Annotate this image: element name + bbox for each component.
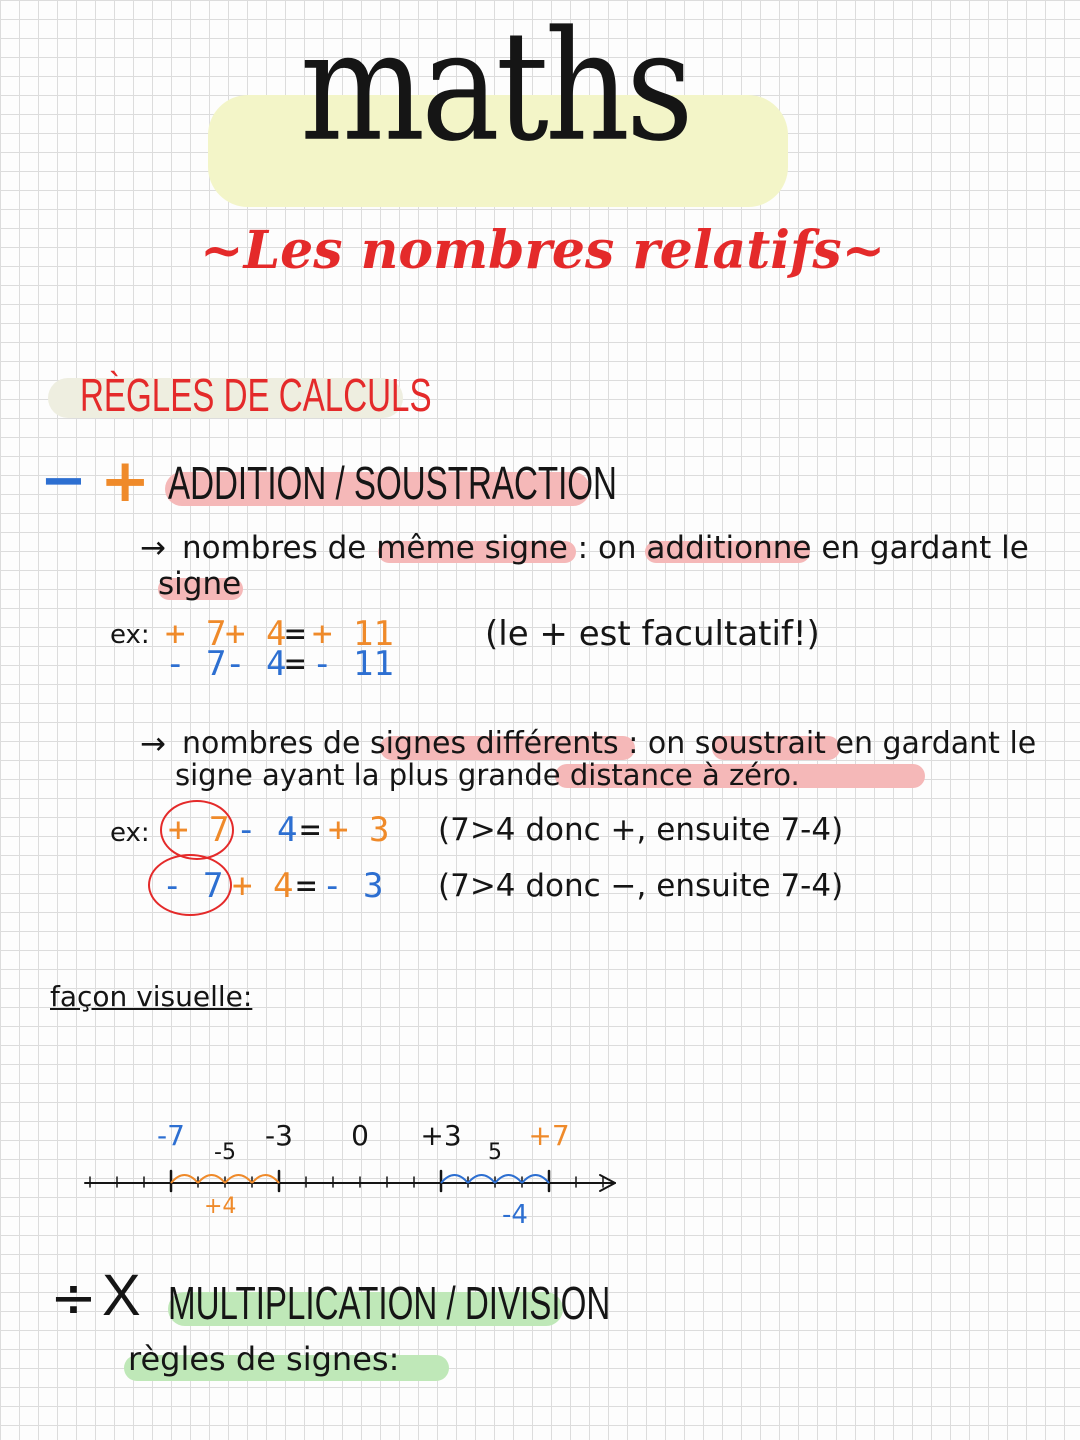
rule2-ex2-res: - 3 (322, 866, 384, 906)
times-icon: X (102, 1263, 141, 1328)
rule1-ex1-eq: = (285, 614, 306, 654)
rule1-note: (le + est facultatif!) (485, 614, 820, 654)
rule1-ex2-res: - 11 (312, 644, 394, 684)
jump-arc-plus-four (225, 1175, 252, 1183)
minus-icon: − (40, 448, 87, 513)
rule2-arrow: → (140, 726, 166, 762)
jump-right-label: -4 (502, 1200, 528, 1230)
rule1-text-line2: signe (158, 566, 242, 602)
rule1-ex2-a: - 7 (165, 644, 227, 684)
rule1-ex1-res: + 11 (312, 614, 394, 654)
number-line-label: 5 (488, 1140, 502, 1165)
rule2-text-line2: signe ayant la plus grande distance à zéro. (175, 758, 800, 792)
rule1-ex2-b: - 4 (225, 644, 287, 684)
page-subtitle: ~Les nombres relatifs~ (200, 220, 886, 281)
rule2-ex-label: ex: (110, 818, 150, 848)
number-line-label: -7 (157, 1119, 185, 1152)
section-rules-title: RÈGLES DE CALCULS (80, 369, 432, 421)
jump-arc-minus-four (468, 1175, 495, 1183)
visual-label: façon visuelle: (50, 980, 253, 1013)
divide-icon: ÷ (50, 1266, 97, 1331)
jump-arc-plus-four (171, 1175, 198, 1183)
jump-arc-plus-four (252, 1175, 279, 1183)
section-addition-title: ADDITION / SOUSTRACTION (168, 457, 617, 509)
rule2-ex2-eq: = (296, 866, 317, 906)
number-line-label: -5 (214, 1140, 236, 1165)
rule2-ex1-eq: = (300, 810, 321, 850)
plus-icon: + (100, 446, 151, 516)
rule1-arrow: → (140, 530, 166, 566)
rule2-ex2-a: - 7 (162, 866, 224, 906)
jump-arc-minus-four (441, 1175, 468, 1183)
rule1-text-line1: nombres de même signe : on additionne en gardant le (182, 530, 1029, 566)
rule1-ex1-a: + 7 (165, 614, 227, 654)
rule2-ex2-b: + 4 (232, 866, 294, 906)
number-line-label: +7 (528, 1119, 570, 1152)
number-line-label: +3 (420, 1119, 462, 1152)
rule1-ex2-eq: = (285, 644, 306, 684)
number-line-label: -3 (265, 1119, 293, 1152)
rule2-ex1-b: - 4 (236, 810, 298, 850)
rule2-ex1-res: + 3 (328, 810, 390, 850)
rule2-text-line1: nombres de signes différents : on soustrait en gardant le (182, 726, 1037, 761)
rule2-ex2-note: (7>4 donc −, ensuite 7-4) (438, 868, 844, 904)
section-multiplication-title: MULTIPLICATION / DIVISION (168, 1277, 611, 1329)
page-title: maths (300, 0, 690, 176)
rule2-ex1-note: (7>4 donc +, ensuite 7-4) (438, 812, 844, 848)
jump-left-label: +4 (204, 1194, 237, 1219)
rule2-ex1-a: + 7 (168, 810, 230, 850)
jump-arc-minus-four (522, 1175, 549, 1183)
jump-arc-minus-four (495, 1175, 522, 1183)
rule1-ex1-b: + 4 (225, 614, 287, 654)
signs-rules-label: règles de signes: (128, 1340, 400, 1378)
jump-arc-plus-four (198, 1175, 225, 1183)
number-line-label: 0 (351, 1119, 369, 1152)
rule1-ex-label: ex: (110, 620, 150, 650)
